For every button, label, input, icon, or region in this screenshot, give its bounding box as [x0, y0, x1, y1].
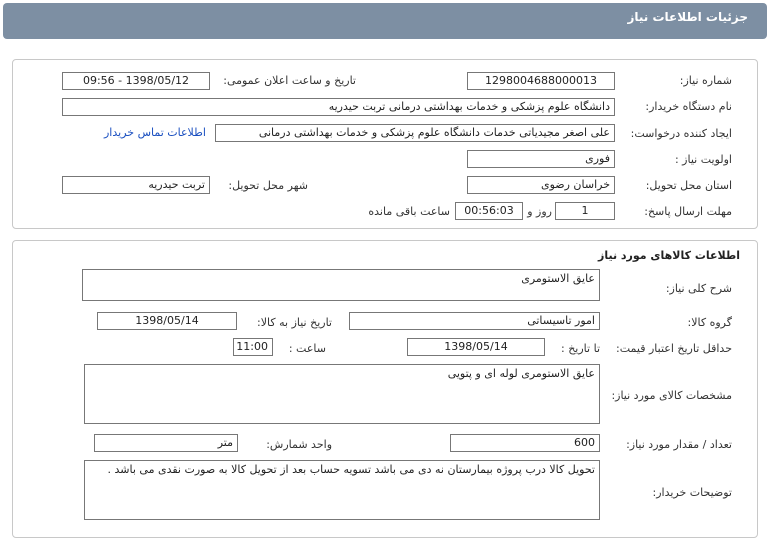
buyer-notes-label: توضیحات خریدار:	[652, 486, 732, 499]
need-description-field: عایق الاستومری	[82, 269, 600, 301]
quantity-label: تعداد / مقدار مورد نیاز:	[626, 438, 732, 451]
city-field: تربت حیدریه	[62, 176, 210, 194]
need-date-label: تاریخ نیاز به کالا:	[257, 316, 332, 329]
need-number-field: 1298004688000013	[467, 72, 615, 90]
remaining-text: ساعت باقی مانده	[368, 205, 450, 218]
city-label: شهر محل تحویل:	[228, 179, 308, 192]
buyer-notes-field: تحویل کالا درب پروژه بیمارستان نه دی می باشد تسویه حساب بعد از تحویل کالا به صورت نقدی می باشد .	[84, 460, 600, 520]
need-number-label: شماره نیاز:	[679, 74, 732, 87]
priority-label: اولویت نیاز :	[674, 153, 732, 166]
goods-section-title: اطلاعات کالاهای مورد نیاز	[598, 249, 740, 262]
buyer-org-label: نام دستگاه خریدار:	[645, 100, 732, 113]
unit-field: متر	[94, 434, 238, 452]
unit-label: واحد شمارش:	[266, 438, 332, 451]
goods-group-label: گروه کالا:	[687, 316, 732, 329]
goods-spec-label: مشخصات کالای مورد نیاز:	[611, 389, 732, 402]
price-validity-label: حداقل تاریخ اعتبار قیمت:	[616, 342, 732, 355]
validity-hour-label: ساعت :	[288, 342, 326, 355]
validity-time-field: 11:00	[233, 338, 273, 356]
province-field: خراسان رضوی	[467, 176, 615, 194]
page-title: جزئیات اطلاعات نیاز	[627, 10, 748, 24]
priority-field: فوری	[467, 150, 615, 168]
days-field: 1	[555, 202, 615, 220]
announce-datetime-label: تاریخ و ساعت اعلان عمومی:	[223, 74, 356, 87]
need-date-field: 1398/05/14	[97, 312, 237, 330]
validity-date-field: 1398/05/14	[407, 338, 545, 356]
response-deadline-label: مهلت ارسال پاسخ:	[644, 205, 732, 218]
buyer-contact-link[interactable]: اطلاعات تماس خریدار	[104, 126, 206, 139]
days-word: روز و	[527, 205, 552, 218]
need-description-label: شرح کلی نیاز:	[665, 282, 732, 295]
time-left-field: 00:56:03	[455, 202, 523, 220]
province-label: استان محل تحویل:	[645, 179, 732, 192]
announce-datetime-field: 1398/05/12 - 09:56	[62, 72, 210, 90]
goods-group-field: امور تاسیساتی	[349, 312, 600, 330]
request-creator-label: ایجاد کننده درخواست:	[630, 127, 732, 140]
request-creator-field: علی اصغر مجیدیاتی خدمات دانشگاه علوم پزشکی و خدمات بهداشتی درمانی	[215, 124, 615, 142]
until-date-label: تا تاریخ :	[561, 342, 600, 355]
quantity-field: 600	[450, 434, 600, 452]
goods-spec-field: عایق الاستومری لوله ای و پتویی	[84, 364, 600, 424]
buyer-org-field: دانشگاه علوم پزشکی و خدمات بهداشتی درمانی تربت حیدریه	[62, 98, 615, 116]
